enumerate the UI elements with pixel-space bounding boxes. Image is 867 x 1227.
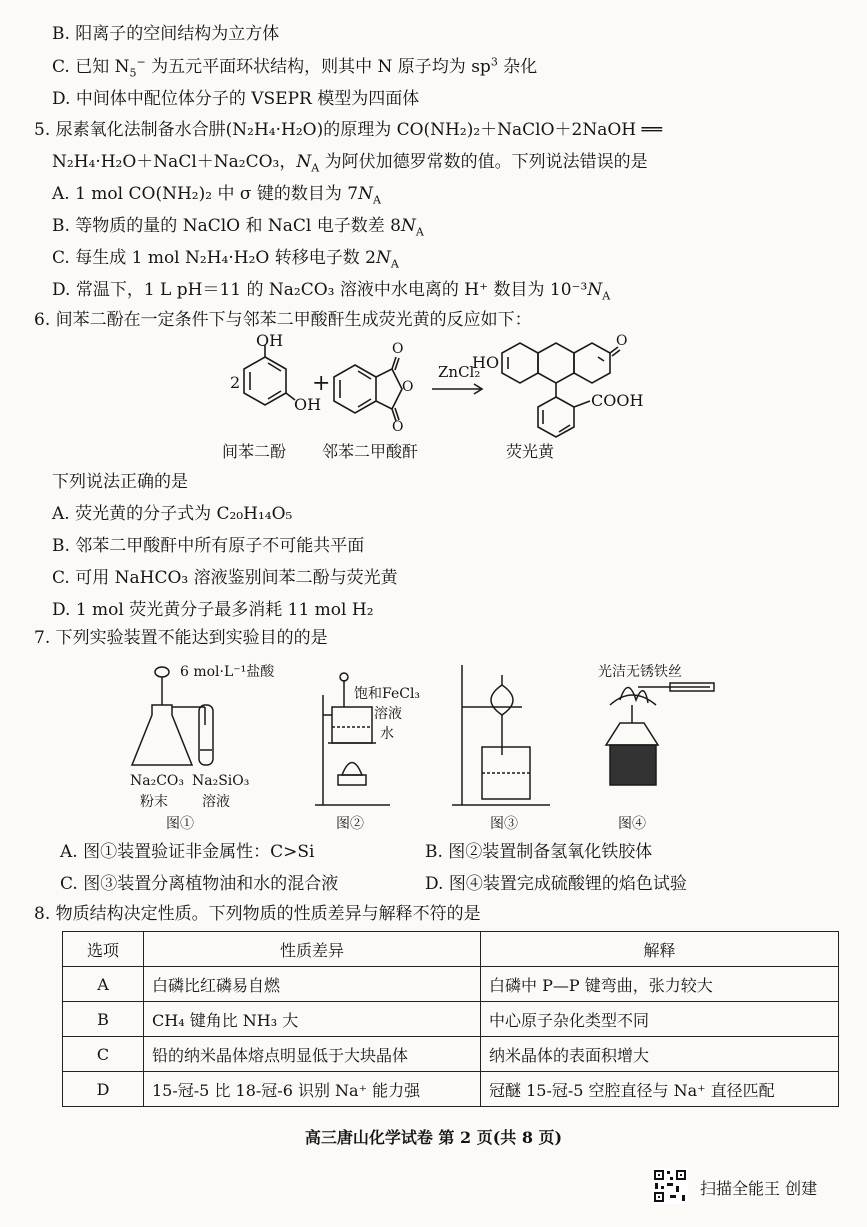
q6-option-b: B. 邻苯二甲酸酐中所有原子不可能共平面 <box>52 536 365 556</box>
q4-option-d: D. 中间体中配位体分子的 VSEPR 模型为四面体 <box>52 89 420 109</box>
table-header-option: 选项 <box>63 932 144 967</box>
fluorescein-ho: HO <box>472 353 500 372</box>
table-row <box>63 1002 839 1037</box>
fig2-caption: 图② <box>336 816 364 832</box>
q5-option-a: A. 1 mol CO(NH₂)₂ 中 σ 键的数目为 $7N_A$ <box>52 184 381 207</box>
anhydride-o-bottom: O <box>392 419 404 435</box>
fluorescein-o-ketone: O <box>616 333 628 349</box>
q6-stem: 6. 间苯二酚在一定条件下与邻苯二甲酸酐生成荧光黄的反应如下： <box>34 310 532 330</box>
q5-option-c: C. 每生成 1 mol N₂H₄·H₂O 转移电子数 $2N_A$ <box>52 248 399 271</box>
q6-option-d: D. 1 mol 荧光黄分子最多消耗 11 mol H₂ <box>52 600 374 620</box>
q7-option-a: A. 图①装置验证非金属性：C>Si <box>60 842 315 862</box>
table-row <box>63 1037 839 1072</box>
plus-sign: + <box>312 371 331 396</box>
q6-ask: 下列说法正确的是 <box>52 472 188 492</box>
fig2-label3: 水 <box>380 726 394 742</box>
page-footer: 高三唐山化学试卷 第 2 页(共 8 页) <box>304 1128 563 1147</box>
scanner-watermark: 扫描全能王 创建 <box>700 1179 818 1198</box>
resorcinol-position-label: 2 <box>230 373 241 392</box>
table-cell-option: A <box>63 967 144 1002</box>
q7-option-d: D. 图④装置完成硫酸锂的焰色试验 <box>425 874 687 894</box>
fig1-caption: 图① <box>166 816 194 832</box>
q4-option-c: C. 已知 $N_5^-$ 为五元平面环状结构，则其中 N 原子均为 $sp^3$ 杂化 <box>52 55 538 80</box>
fig4-label: 光洁无锈铁丝 <box>598 664 682 680</box>
table-cell-option: C <box>63 1037 144 1072</box>
table-row <box>63 1072 839 1107</box>
fig1-acid-label: 6 mol·L⁻¹盐酸 <box>180 664 275 680</box>
anhydride-o-top: O <box>392 341 404 357</box>
resorcinol-oh-bottom: OH <box>294 395 322 414</box>
fig1-left-label1: Na₂CO₃ <box>130 773 185 789</box>
reaction-scheme <box>210 331 644 465</box>
fluorescein-name: 荧光黄 <box>506 442 555 461</box>
q5-stem-line2: N₂H₄·H₂O＋NaCl＋Na₂CO₃，$N_A$ 为阿伏加德罗常数的值。下列说法错误的是 <box>52 152 648 175</box>
anhydride-o-ring: O <box>402 379 414 395</box>
table-cell-explanation: 白磷中 P—P 键弯曲，张力较大 <box>481 967 839 1002</box>
q8-stem: 8. 物质结构决定性质。下列物质的性质差异与解释不符的是 <box>34 904 481 924</box>
q5-option-d: D. 常温下，1 L pH＝11 的 Na₂CO₃ 溶液中水电离的 H⁺ 数目为 $10^{-3}N_A$ <box>52 280 611 303</box>
resorcinol-oh-top: OH <box>256 331 284 350</box>
resorcinol-name: 间苯二酚 <box>222 442 287 461</box>
qr-code-icon <box>652 1168 688 1204</box>
apparatus-figures <box>110 655 770 835</box>
table-header-explanation: 解释 <box>481 932 839 967</box>
table-cell-property: CH₄ 键角比 NH₃ 大 <box>144 1002 481 1037</box>
fluorescein-cooh: COOH <box>591 391 644 410</box>
table-cell-explanation: 纳米晶体的表面积增大 <box>481 1037 839 1072</box>
q6-option-c: C. 可用 NaHCO₃ 溶液鉴别间苯二酚与荧光黄 <box>52 568 398 588</box>
table-cell-option: D <box>63 1072 144 1107</box>
q4-option-b: B. 阳离子的空间结构为立方体 <box>52 24 280 44</box>
q8-table <box>62 931 839 1107</box>
anhydride-name: 邻苯二甲酸酐 <box>322 442 419 461</box>
fig1-left-label2: 粉末 <box>140 794 168 810</box>
q6-option-a: A. 荧光黄的分子式为 C₂₀H₁₄O₅ <box>52 504 293 524</box>
fig1-right-label2: 溶液 <box>202 794 230 810</box>
table-cell-explanation: 冠醚 15-冠-5 空腔直径与 Na⁺ 直径匹配 <box>481 1072 839 1107</box>
table-cell-property: 白磷比红磷易自燃 <box>144 967 481 1002</box>
table-row <box>63 967 839 1002</box>
table-cell-property: 15-冠-5 比 18-冠-6 识别 Na⁺ 能力强 <box>144 1072 481 1107</box>
q7-stem: 7. 下列实验装置不能达到实验目的的是 <box>34 628 328 648</box>
table-cell-property: 铅的纳米晶体熔点明显低于大块晶体 <box>144 1037 481 1072</box>
q7-option-c: C. 图③装置分离植物油和水的混合液 <box>60 874 339 894</box>
q5-option-b: B. 等物质的量的 NaClO 和 NaCl 电子数差 $8N_A$ <box>52 216 424 239</box>
table-cell-explanation: 中心原子杂化类型不同 <box>481 1002 839 1037</box>
fig1-right-label1: Na₂SiO₃ <box>192 773 250 789</box>
table-header-row <box>63 932 839 967</box>
fig4-caption: 图④ <box>618 816 646 832</box>
table-header-property: 性质差异 <box>144 932 481 967</box>
q7-option-b: B. 图②装置制备氢氧化铁胶体 <box>425 842 653 862</box>
fig2-label1: 饱和FeCl₃ <box>354 686 421 702</box>
table-cell-option: B <box>63 1002 144 1037</box>
q5-stem-line1: 5. 尿素氧化法制备水合肼(N₂H₄·H₂O)的原理为 CO(NH₂)₂＋NaClO＋2NaOH ══ <box>34 120 662 140</box>
fig2-label2: 溶液 <box>374 706 402 722</box>
catalyst-label: ZnCl₂ <box>438 363 481 381</box>
fig3-caption: 图③ <box>490 816 518 832</box>
